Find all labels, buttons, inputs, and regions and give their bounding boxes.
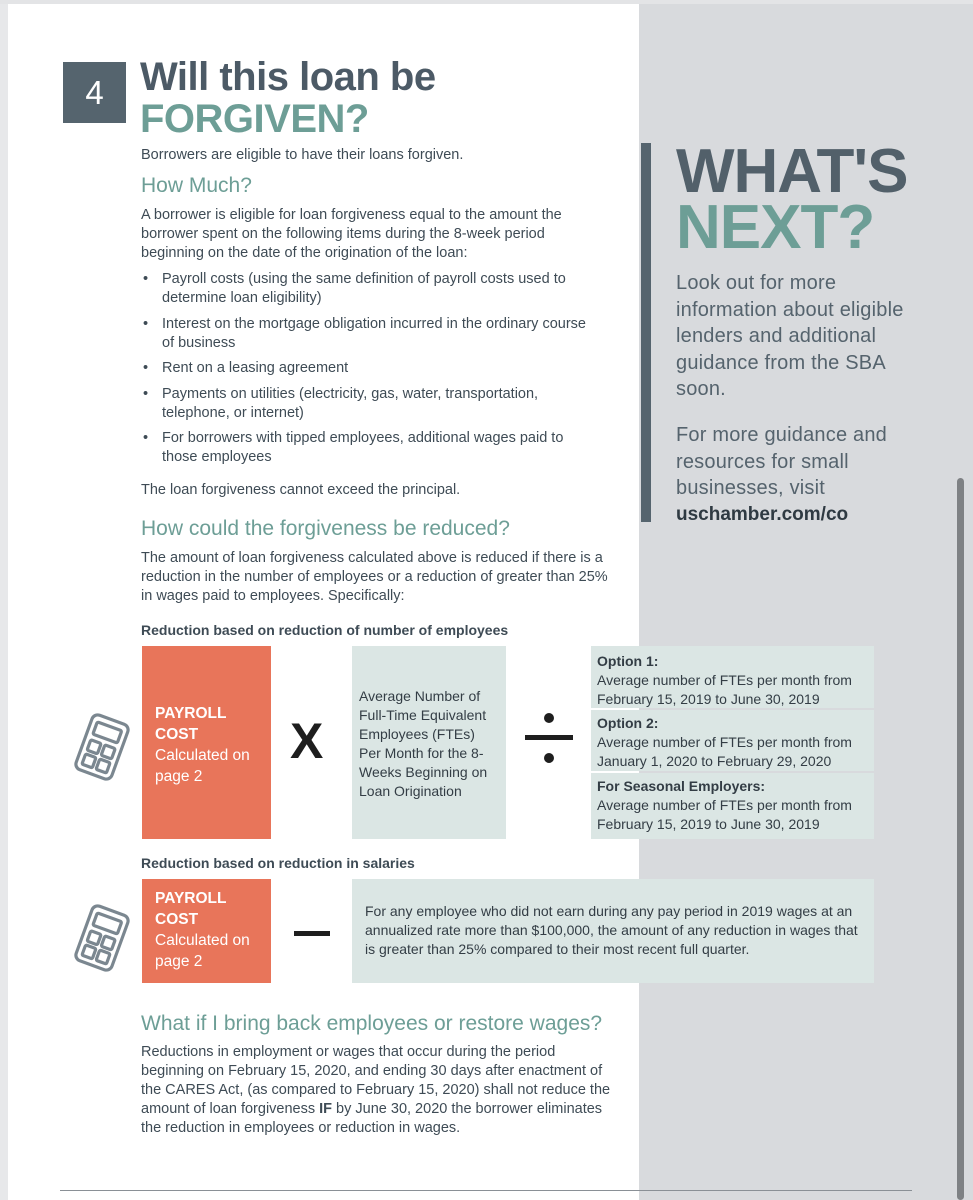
option-text: Average number of FTEs per month from January 1, 2020 to February 29, 2020: [597, 734, 852, 769]
multiply-symbol: X: [290, 713, 324, 769]
list-item: • Payments on utilities (electricity, gas, water, transportation, telephone, or internet): [141, 385, 591, 423]
bring-back-text-part: Reductions in employment or wages that occur during the period beginning on February 15, 2020, and ending 30 days after enactment of the CARES Act, (as compared to February 15, 2020) shall not reduce the amount of loan forgiveness: [141, 1044, 611, 1117]
top-divider: [0, 0, 973, 4]
option-text: Average number of FTEs per month from February 15, 2019 to June 30, 2019: [597, 797, 852, 832]
how-much-heading: How Much?: [141, 174, 252, 197]
option-title: Option 2:: [597, 715, 659, 731]
sidebar-paragraph: Look out for more information about eligible lenders and additional guidance from the SBA soon.: [676, 272, 904, 400]
intro-text: Borrowers are eligible to have their loans forgiven.: [141, 147, 464, 163]
bring-back-text: [141, 1043, 616, 1138]
option-text: Average number of FTEs per month from February 15, 2019 to June 30, 2019: [597, 672, 852, 707]
sidebar-link[interactable]: uschamber.com/co: [676, 504, 849, 525]
employees-subheading: Reduction based on reduction of number of employees: [141, 622, 509, 638]
page-left-edge: [0, 0, 8, 1200]
list-item: • For borrowers with tipped employees, additional wages paid to those employees: [141, 429, 591, 467]
sidebar-accent-bar: [641, 143, 651, 522]
bring-back-emphasis: IF: [319, 1101, 333, 1117]
footer-divider: [60, 1190, 912, 1191]
list-item: • Rent on a leasing agreement: [141, 359, 591, 378]
payroll-cost-label: PAYROLL COST: [155, 890, 227, 928]
forgiveness-limit-text: The loan forgiveness cannot exceed the principal.: [141, 482, 461, 498]
option-title: Option 1:: [597, 653, 659, 669]
sidebar-title-line2: NEXT?: [676, 193, 875, 262]
salary-reduction-box: For any employee who did not earn during any pay period in 2019 wages at an annualized rate more than $100,000, the amount of any reduction in wages that is greater than 25% compared to their most recent full quarter.: [352, 879, 874, 983]
option-1-box: [591, 646, 874, 708]
payroll-cost-box: [142, 879, 271, 983]
minus-symbol: [294, 931, 330, 936]
scrollbar[interactable]: [957, 478, 964, 1200]
page-title-line2: FORGIVEN?: [140, 97, 369, 141]
page-title-line1: Will this loan be: [140, 55, 436, 99]
payroll-cost-box: [142, 646, 271, 839]
salaries-subheading: Reduction based on reduction in salaries: [141, 855, 415, 871]
calculator-icon: [70, 904, 134, 972]
list-item: • Interest on the mortgage obligation incurred in the ordinary course of business: [141, 315, 591, 353]
divide-symbol: [523, 711, 575, 765]
how-much-text: A borrower is eligible for loan forgiveness equal to the amount the borrower spent on the following items during the 8-week period beginning on the date of the origination of the loan:: [141, 207, 562, 261]
option-2-box: [591, 710, 874, 771]
option-seasonal-box: [591, 773, 874, 839]
section-number: 4: [63, 62, 126, 123]
sidebar-title-line1: WHAT'S: [676, 137, 908, 206]
bring-back-text-part: by June 30, 2020 the borrower eliminates the reduction in employees or reduction in wages.: [141, 1101, 603, 1136]
average-ftes-box: Average Number of Full-Time Equivalent Employees (FTEs) Per Month for the 8-Weeks Beginning on Loan Origination: [352, 646, 506, 839]
list-item: • Payroll costs (using the same definition of payroll costs used to determine loan eligibility): [141, 270, 591, 308]
payroll-cost-sub: Calculated on page 2: [155, 932, 250, 970]
sidebar-paragraph: For more guidance and resources for small businesses, visit: [676, 424, 887, 499]
reduced-heading: How could the forgiveness be reduced?: [141, 517, 510, 540]
calculator-icon: [70, 713, 134, 781]
reduced-text: The amount of loan forgiveness calculated above is reduced if there is a reduction in the number of employees or a reduction of greater than 25% in wages paid to employees. Specifically:: [141, 550, 608, 604]
payroll-cost-label: PAYROLL COST: [155, 705, 227, 743]
payroll-cost-sub: Calculated on page 2: [155, 747, 250, 785]
option-title: For Seasonal Employers:: [597, 778, 766, 794]
bring-back-heading: What if I bring back employees or restore wages?: [141, 1012, 603, 1035]
